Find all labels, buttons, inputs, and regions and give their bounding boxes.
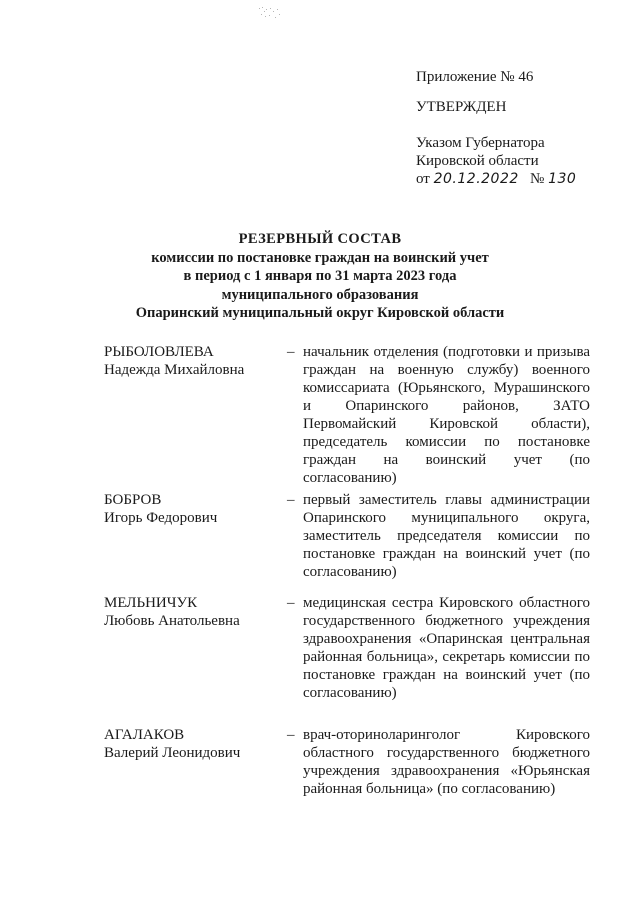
- decree-line-2: Кировской области: [416, 153, 539, 169]
- member-name: [104, 343, 274, 379]
- decree-line-1: Указом Губернатора: [416, 135, 545, 151]
- member-given-name: Валерий Леонидович: [104, 745, 241, 761]
- dash-separator: –: [287, 344, 295, 360]
- member-role: врач-оториноларинголог Кировского областного государственного бюджетного учреждения здравоохранения «Юрьянская районная больница» (по согласованию): [303, 727, 590, 797]
- member-surname: БОБРОВ: [104, 492, 162, 508]
- scan-artifact: [258, 6, 282, 20]
- dash-separator: –: [287, 492, 295, 508]
- member-given-name: Игорь Федорович: [104, 510, 218, 526]
- member-name: [104, 594, 274, 630]
- dash-separator: –: [287, 595, 295, 611]
- member-surname: РЫБОЛОВЛЕВА: [104, 344, 214, 360]
- approval-block: [416, 68, 616, 188]
- title-line-4: Опаринский муниципальный округ Кировской области: [135, 305, 505, 321]
- date-prefix: от: [416, 171, 430, 187]
- decree-date-line: [416, 170, 616, 188]
- title-line-2: в период с 1 января по 31 марта 2023 года: [183, 268, 457, 284]
- document-title: [0, 230, 640, 323]
- appendix-label: Приложение № 46: [416, 69, 534, 85]
- member-surname: МЕЛЬНИЧУК: [104, 595, 198, 611]
- member-name: [104, 491, 274, 527]
- title-main: РЕЗЕРВНЫЙ СОСТАВ: [238, 231, 402, 247]
- decree-date-handwritten: 20.12.2022: [433, 171, 519, 187]
- member-name: [104, 726, 274, 762]
- member-surname: АГАЛАКОВ: [104, 727, 185, 743]
- title-line-1: комиссии по постановке граждан на воинский учет: [151, 249, 489, 266]
- approved-label: УТВЕРЖДЕН: [416, 99, 507, 115]
- number-prefix: №: [530, 171, 545, 187]
- decree-number-handwritten: 130: [548, 171, 577, 187]
- member-role: начальник отделения (подготовки и призыва граждан на военную службу) военного комиссариата (Юрьянского, Мурашинского и Опаринского районов, ЗАТО Первомайский Кировской области), председатель комиссии по постановке граждан на воинский учет (по согласованию): [303, 344, 590, 486]
- member-given-name: Любовь Анатольевна: [104, 613, 240, 629]
- title-line-3: муниципального образования: [221, 286, 419, 303]
- member-role: медицинская сестра Кировского областного государственного бюджетного учреждения здравоохранения «Опаринская центральная районная больница», секретарь комиссии по постановке граждан на воинский учет (по согласованию): [303, 595, 590, 701]
- dash-separator: –: [287, 727, 295, 743]
- member-given-name: Надежда Михайловна: [104, 362, 245, 378]
- member-role: первый заместитель главы администрации Опаринского муниципального округа, заместитель председателя комиссии по постановке граждан на воинский учет (по согласованию): [303, 492, 590, 580]
